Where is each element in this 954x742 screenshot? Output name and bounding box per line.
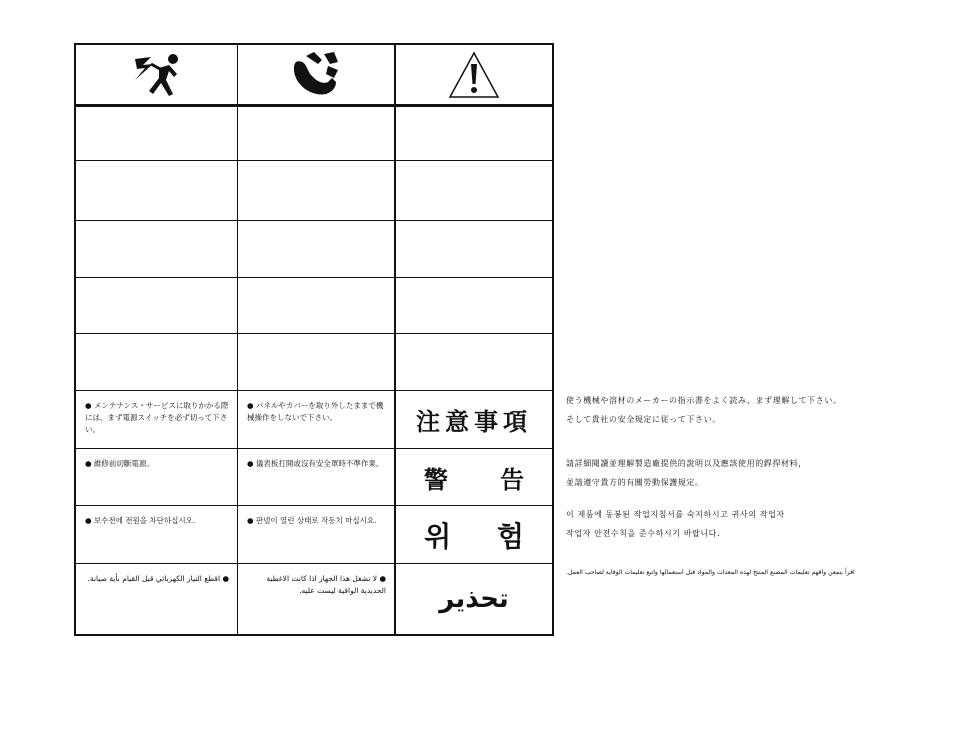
row-divider: [76, 220, 552, 221]
side-line: 請詳細閱讀並理解製造廠提供的說明以及應該使用的銲捍材料，: [566, 459, 807, 468]
instruction-ko-1: ● 보수전에 전원을 차단하십시오.: [85, 516, 196, 525]
side-line: 使う機械や溶材のメーカーの指示書をよく読み、まず理解して下さい。: [566, 396, 842, 405]
side-line: 並請遵守貴方的有關勞動保護規定。: [566, 478, 704, 487]
warning-label-ar: تحذير: [439, 584, 509, 614]
row-divider: [76, 160, 552, 161]
row-divider: [76, 277, 552, 278]
label-ko: [396, 506, 552, 563]
side-text-zh: [566, 454, 906, 492]
side-text-ar: [566, 563, 866, 582]
instruction-ar-1: ● اقطع التيار الكهربائي قبل القيام بأية صيانة.: [87, 574, 229, 583]
icon-cell-warning: [396, 45, 552, 104]
icon-cell-shock: [76, 45, 237, 104]
instruction-zh-1: ● 維修前切斷電源。: [85, 459, 154, 468]
warning-triangle-icon: [447, 50, 501, 100]
icon-cell-crush: [238, 45, 394, 104]
row-divider: [76, 333, 552, 334]
side-line: 이 제품에 동봉된 작업지침서를 숙지하시고 귀사의 작업자: [566, 510, 785, 519]
side-line: そして貴社の安全規定に従って下さい。: [566, 415, 721, 424]
instruction-zh-2: ● 儀表板打開或沒有安全罩時不準作業。: [247, 459, 384, 468]
electric-shock-icon: [129, 50, 185, 100]
warning-table: [74, 43, 554, 636]
side-text-ja: [566, 391, 906, 429]
hand-crush-icon: [288, 48, 344, 102]
instruction-ar-2: ● لا تشغل هذا الجهاز اذا كانت الاغطية الحديدية الواقية ليست عليه.: [266, 574, 386, 595]
warning-label-ja: 注意事項: [416, 407, 532, 436]
warning-label-ko: 위 험: [424, 519, 542, 553]
instruction-ja-2: ● パネルやカバーを取り外したままで機械操作をしないで下さい。: [247, 401, 384, 422]
label-ja: [396, 391, 552, 448]
instruction-ja-1: ● メンテナンス・サービスに取りかかる際には、まず電源スイッチを必ず切って下さい。: [85, 401, 229, 434]
instruction-ko-2: ● 판넬이 열린 상태로 작동치 마십시요.: [247, 516, 377, 525]
header-divider: [76, 104, 552, 107]
label-ar: [396, 564, 552, 634]
warning-label-zh: 警 告: [423, 464, 547, 494]
side-line: اقرأ بتمعن وافهم تعليمات المصنع المنتج لهذه المعدات والمواد قبل استعمالها واتبع تعليمات الوقاية لصاحب العمل.: [566, 569, 855, 576]
side-text-ko: [566, 505, 906, 543]
label-zh: [396, 449, 552, 505]
side-line: 작업자 안전수칙을 준수하시기 바랍니다.: [566, 529, 721, 538]
